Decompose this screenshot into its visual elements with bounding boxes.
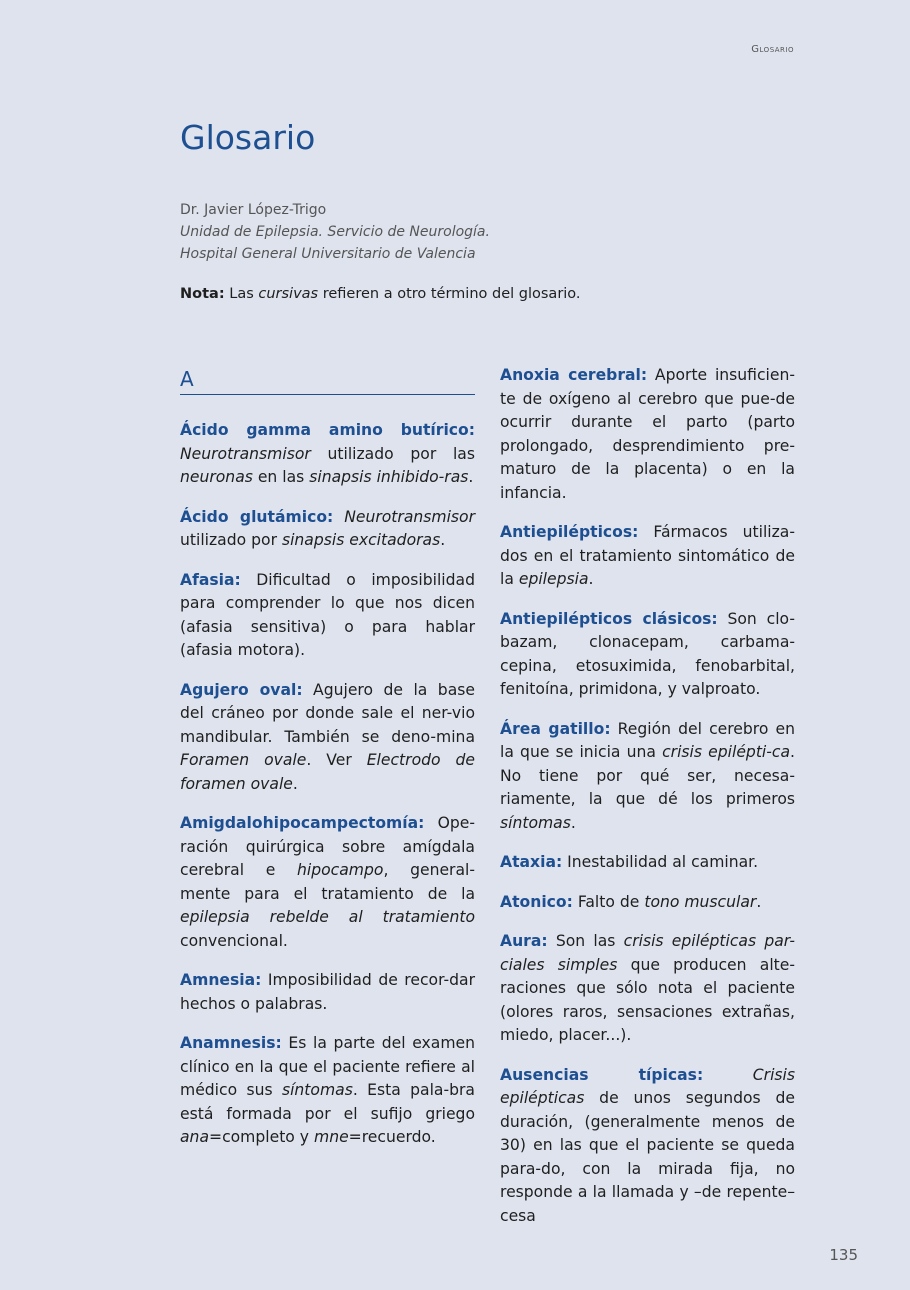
definition-text: en las [252, 468, 310, 486]
definition-text: . [292, 774, 298, 793]
glossary-entry [500, 521, 795, 592]
cross-reference: sinapsis excitadoras [281, 531, 441, 549]
glossary-term: Amnesia: [180, 971, 262, 989]
cross-reference: crisis epilépticas par-ciales simples [500, 932, 795, 974]
cross-reference: Neurotransmisor [344, 507, 475, 526]
running-head: Glosario [751, 44, 794, 55]
definition-text: convencional. [180, 931, 288, 950]
glossary-column-left [180, 364, 475, 1166]
glossary-entry [500, 718, 795, 836]
glossary-entry [180, 969, 475, 1016]
glossary-term: Antiepilépticos: [500, 523, 639, 541]
cross-reference: Neurotransmisor [180, 444, 311, 463]
definition-text: que producen alte-raciones que sólo nota el paciente (olores raros, sensaciones extrañas, miedo, placer...). [500, 955, 795, 1044]
note-text-after: refieren a otro término del glosario. [322, 286, 581, 302]
cross-reference: tono muscular [644, 892, 757, 911]
glossary-term: Anamnesis: [180, 1034, 282, 1052]
glossary-entry [500, 608, 795, 702]
cross-reference: epilepsia rebelde al tratamiento [180, 908, 475, 926]
glossary-entry [500, 851, 795, 875]
glossary-term: Amigdalohipocampectomía: [180, 814, 425, 832]
glossary-term: Afasia: [180, 570, 241, 589]
entries-left [180, 419, 475, 1150]
definition-text: . Ver [306, 751, 367, 769]
definition-text: . Esta pala-bra está formada por el sufijo griego [180, 1081, 475, 1123]
note-label: Nota: [180, 286, 225, 302]
definition-text: de unos segundos de duración, (generalmente menos de 30) en las que el paciente se queda para-do, con la mirada fija, no responde a la llamada y –de repente– cesa [500, 1089, 795, 1225]
cross-reference: mne [314, 1128, 349, 1146]
definition-text: Es la parte del examen clínico en la que el paciente refiere al médico sus [180, 1034, 475, 1099]
definition-text: Son clo-bazam, clonacepam, carbama-cepina, etosuximida, fenobarbital, fenitoína, primidona, y valproato. [500, 609, 795, 698]
definition-text: . [440, 531, 446, 549]
cross-reference: sinapsis inhibido-ras [309, 468, 469, 486]
definition-text [703, 1066, 753, 1084]
author-block [180, 199, 490, 265]
definition-text: . [570, 813, 576, 832]
definition-text: Ope-ración quirúrgica sobre amígdala cerebral e [180, 814, 475, 879]
definition-text: Inestabilidad al caminar. [562, 853, 759, 871]
cross-reference: Crisis epilépticas [500, 1065, 795, 1107]
definition-text: . [756, 892, 762, 911]
definition-text [333, 508, 344, 526]
glossary-entry [180, 419, 475, 490]
definition-text: =completo y [209, 1128, 314, 1146]
page-number: 135 [829, 1246, 858, 1264]
cross-reference: neuronas [180, 468, 253, 486]
glossary-entry [180, 506, 475, 553]
definition-text: , general-mente para el tratamiento de la [180, 861, 475, 903]
author-unit: Unidad de Epilepsia. Servicio de Neurología. [180, 224, 490, 240]
section-letter: A [180, 364, 475, 395]
cross-reference: Foramen ovale [180, 751, 307, 769]
glossary-entry [180, 812, 475, 953]
definition-text: Agujero de la base del cráneo por donde sale el ner-vio mandibular. También se deno-mina [180, 680, 475, 746]
glossary-entry [500, 1064, 795, 1229]
glossary-term: Ataxia: [500, 853, 563, 871]
glossary-term: Ácido gamma amino butírico: [180, 421, 475, 439]
definition-text: Fármacos utiliza-dos en el tratamiento sintomático de la [500, 523, 795, 588]
definition-text: Región del cerebro en la que se inicia una [500, 719, 795, 761]
definition-text: Falto de [572, 892, 645, 911]
definition-text: =recuerdo. [348, 1128, 436, 1146]
cross-reference: crisis epilépti-ca [662, 743, 791, 761]
cross-reference: hipocampo [297, 861, 384, 879]
cross-reference: ana [180, 1128, 209, 1146]
definition-text: utilizado por las [310, 444, 475, 463]
glossary-term: Agujero oval: [180, 680, 303, 699]
glossary-entry [180, 679, 475, 797]
author-hospital: Hospital General Universitario de Valencia [180, 246, 476, 262]
definition-text: . [588, 570, 594, 588]
glossary-entry [180, 1032, 475, 1150]
glossary-entry [180, 569, 475, 663]
definition-text: . [468, 468, 474, 486]
glossary-entry [500, 930, 795, 1048]
note-italic: cursivas [258, 286, 319, 302]
cross-reference: síntomas [500, 813, 571, 832]
cross-reference: Electrodo de foramen ovale [180, 751, 475, 793]
glossary-term: Atonico: [500, 892, 573, 911]
glossary-term: Ausencias típicas: [500, 1065, 704, 1084]
definition-text: . No tiene por qué ser, necesa-riamente, la que dé los primeros [500, 743, 795, 808]
page-title: Glosario [180, 118, 316, 157]
glossary-column-right [500, 364, 795, 1244]
definition-text: Aporte insuficien-te de oxígeno al cerebro que pue-de ocurrir durante el parto (parto prolongado, desprendimiento pre-maturo de la placenta) o en la infancia. [500, 366, 795, 502]
cross-reference: epilepsia [518, 570, 589, 588]
glossary-term: Aura: [500, 932, 548, 950]
definition-text: Dificultad o imposibilidad para comprender lo que nos dicen (afasia sensitiva) o para hablar (afasia motora). [180, 570, 475, 659]
glossary-term: Área gatillo: [500, 719, 611, 738]
author-name: Dr. Javier López-Trigo [180, 202, 327, 218]
definition-text: Imposibilidad de recor-dar hechos o palabras. [180, 971, 475, 1013]
note-text-before: Las [229, 286, 254, 302]
glossary-term: Anoxia cerebral: [500, 366, 648, 384]
entries-right [500, 364, 795, 1228]
note [180, 286, 581, 302]
glossary-entry [500, 364, 795, 505]
glossary-term: Antiepilépticos clásicos: [500, 609, 718, 628]
definition-text: utilizado por [180, 531, 282, 549]
glossary-entry [500, 891, 795, 915]
definition-text: Son las [547, 932, 624, 950]
glossary-term: Ácido glutámico: [180, 507, 334, 526]
cross-reference: síntomas [281, 1081, 353, 1099]
